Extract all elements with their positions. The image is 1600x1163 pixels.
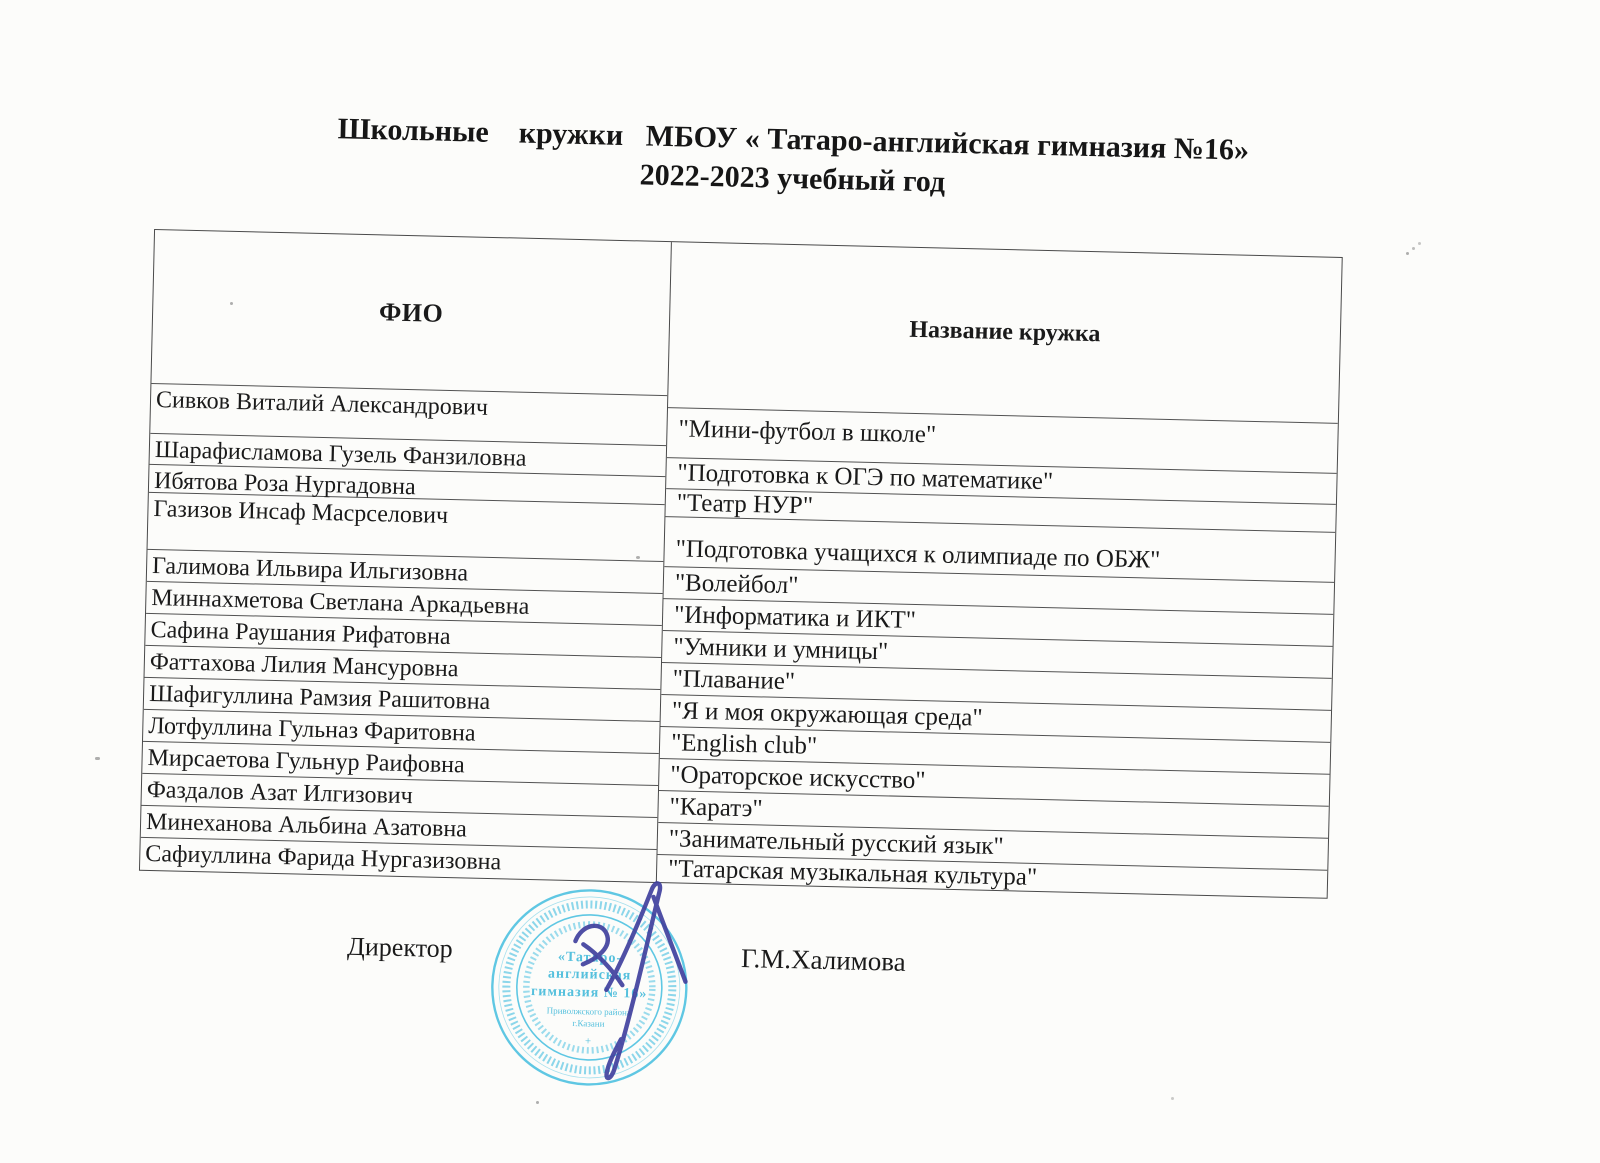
column-header-fio: ФИО [151, 230, 670, 396]
club-cell: "Театр НУР" [665, 489, 1335, 533]
director-label: Директор [346, 931, 454, 964]
fio-cell: Лотфуллина Гульназ Фаритовна [143, 710, 660, 754]
stamp-center-line: гимназия № 16» [530, 984, 648, 1002]
fio-cell: Фаттахова Лилия Мансуровна [144, 646, 661, 690]
club-cell: "Плавание" [661, 663, 1332, 711]
title-line-1: Школьные кружки МБОУ « Татаро-английская гимназия №16» [337, 112, 1250, 167]
scan-speck [1406, 252, 1409, 255]
page-title [242, 107, 1344, 211]
scan-speck [230, 302, 233, 305]
signature-cross-stroke [652, 897, 688, 982]
fio-cell: Галимова Ильвира Ильгизовна [147, 550, 664, 594]
fio-cell: Шарафисламова Гузель Фанзиловна [150, 434, 667, 477]
document-content [139, 105, 1344, 1048]
fio-cell: Сафина Раушания Рифатовна [145, 614, 662, 658]
stamp-center-line: «Татаро- [557, 949, 623, 967]
fio-cell: Шафигуллина Рамзия Рашитовна [144, 678, 661, 722]
stamp-sub-line: г.Казани [572, 1018, 605, 1029]
club-cell: "Подготовка учащихся к олимпиаде по ОБЖ" [664, 517, 1335, 583]
club-cell: "Я и моя окружающая среда" [660, 695, 1331, 743]
signature-loop-stroke [604, 882, 660, 1079]
club-cell: "Каратэ" [658, 791, 1329, 839]
stamp-center-line: английская [547, 966, 632, 984]
club-cell: "Подготовка к ОГЭ по математике" [666, 458, 1337, 505]
scan-speck [536, 1101, 539, 1104]
scan-speck [95, 757, 100, 760]
club-column [656, 242, 1342, 898]
fio-cell: Сивков Виталий Александрович [150, 384, 667, 446]
club-cell: "Умники и умницы" [662, 631, 1333, 679]
stamp-bottom-mark: + [584, 1035, 592, 1048]
fio-cell: Миннахметова Светлана Аркадьевна [146, 582, 663, 626]
club-cell: "Мини-футбол в школе" [667, 408, 1338, 474]
director-name: Г.М.Халимова [740, 943, 907, 977]
club-cell: "English club" [660, 727, 1331, 775]
fio-column [140, 230, 671, 882]
clubs-table [139, 229, 1343, 899]
scan-speck [1171, 1097, 1174, 1100]
fio-cell: Фаздалов Азат Илгизович [141, 774, 658, 818]
club-cell: "Занимательный русский язык" [657, 823, 1328, 871]
club-cell: "Информатика и ИКТ" [663, 599, 1334, 647]
fio-cell: Сафиуллина Фарида Нургазизовна [145, 840, 502, 876]
signature [542, 870, 717, 1109]
scan-speck [636, 556, 640, 559]
fio-cell: Минеханова Альбина Азатовна [141, 806, 658, 850]
column-header-club: Название кружка [668, 242, 1342, 424]
fio-cell: Мирсаетова Гульнур Раифовна [142, 742, 659, 786]
club-cell: "Ораторское искусство" [659, 759, 1330, 807]
stamp-sub-line: Приволжского района [546, 1005, 631, 1018]
fio-cell: Газизов Инсаф Масрселович [148, 493, 665, 562]
club-cell: "Волейбол" [664, 567, 1335, 615]
fio-cell: Ибятова Роза Нургадовна [149, 465, 666, 505]
club-cell: "Татарская музыкальная культура" [667, 854, 1038, 891]
title-line-2: 2022-2023 учебный год [639, 158, 946, 199]
